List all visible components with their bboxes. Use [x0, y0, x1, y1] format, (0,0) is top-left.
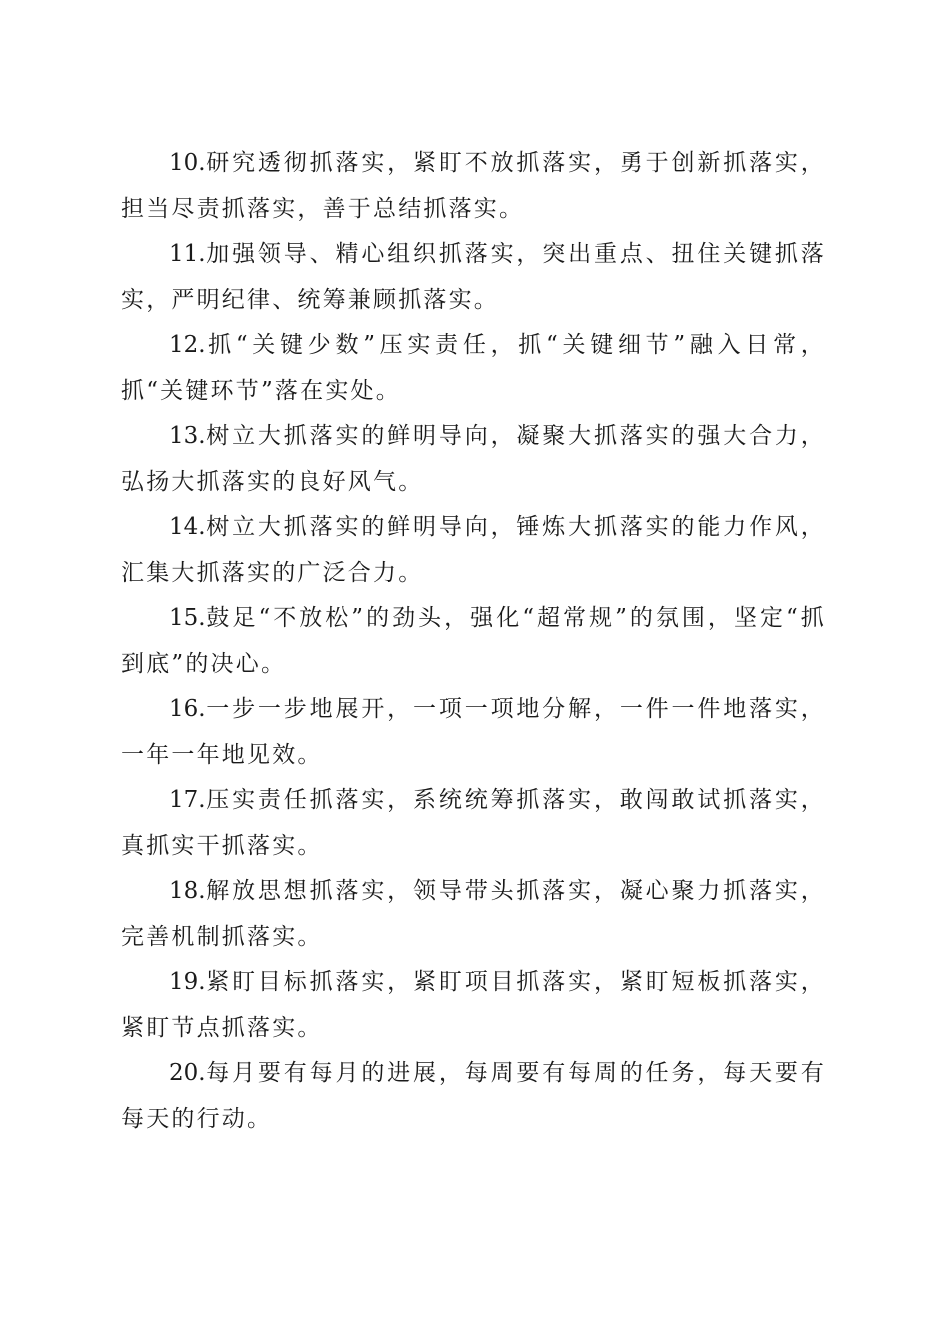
item-number: 17.	[169, 787, 206, 813]
item-number: 13.	[169, 423, 206, 449]
item-text: 一步一步地展开，一项一项地分解，一件一件地落实，一年一年地见效。	[121, 696, 826, 768]
item-text: 树立大抓落实的鲜明导向，锤炼大抓落实的能力作风，汇集大抓落实的广泛合力。	[121, 514, 826, 586]
item-text: 研究透彻抓落实，紧盯不放抓落实，勇于创新抓落实，担当尽责抓落实，善于总结抓落实。	[121, 150, 826, 222]
list-item-13	[121, 414, 826, 505]
list-item-19	[121, 960, 826, 1051]
list-item-16	[121, 687, 826, 778]
item-text: 每月要有每月的进展，每周要有每周的任务，每天要有每天的行动。	[121, 1060, 826, 1132]
list-item-11	[121, 232, 826, 323]
document-body	[121, 141, 826, 1142]
item-number: 14.	[169, 514, 206, 540]
list-item-14	[121, 505, 826, 596]
item-number: 19.	[169, 969, 206, 995]
item-number: 16.	[169, 696, 206, 722]
item-text: 加强领导、精心组织抓落实，突出重点、扭住关键抓落实，严明纪律、统筹兼顾抓落实。	[121, 241, 826, 313]
list-item-17	[121, 778, 826, 869]
item-text: 树立大抓落实的鲜明导向，凝聚大抓落实的强大合力，弘扬大抓落实的良好风气。	[121, 423, 826, 495]
list-item-20	[121, 1051, 826, 1142]
list-item-10	[121, 141, 826, 232]
item-text: 紧盯目标抓落实，紧盯项目抓落实，紧盯短板抓落实，紧盯节点抓落实。	[121, 969, 826, 1041]
list-item-15	[121, 596, 826, 687]
item-number: 15.	[169, 605, 206, 631]
item-text: 鼓足“不放松”的劲头，强化“超常规”的氛围，坚定“抓到底”的决心。	[121, 605, 826, 677]
list-item-12	[121, 323, 826, 414]
item-text: 压实责任抓落实，系统统筹抓落实，敢闯敢试抓落实，真抓实干抓落实。	[121, 787, 826, 859]
item-number: 12.	[169, 332, 206, 358]
item-text: 抓“关键少数”压实责任，抓“关键细节”融入日常，抓“关键环节”落在实处。	[121, 332, 826, 404]
item-number: 18.	[169, 878, 206, 904]
item-number: 10.	[169, 150, 206, 176]
item-number: 20.	[169, 1060, 206, 1086]
list-item-18	[121, 869, 826, 960]
item-number: 11.	[169, 241, 206, 267]
item-text: 解放思想抓落实，领导带头抓落实，凝心聚力抓落实，完善机制抓落实。	[121, 878, 826, 950]
